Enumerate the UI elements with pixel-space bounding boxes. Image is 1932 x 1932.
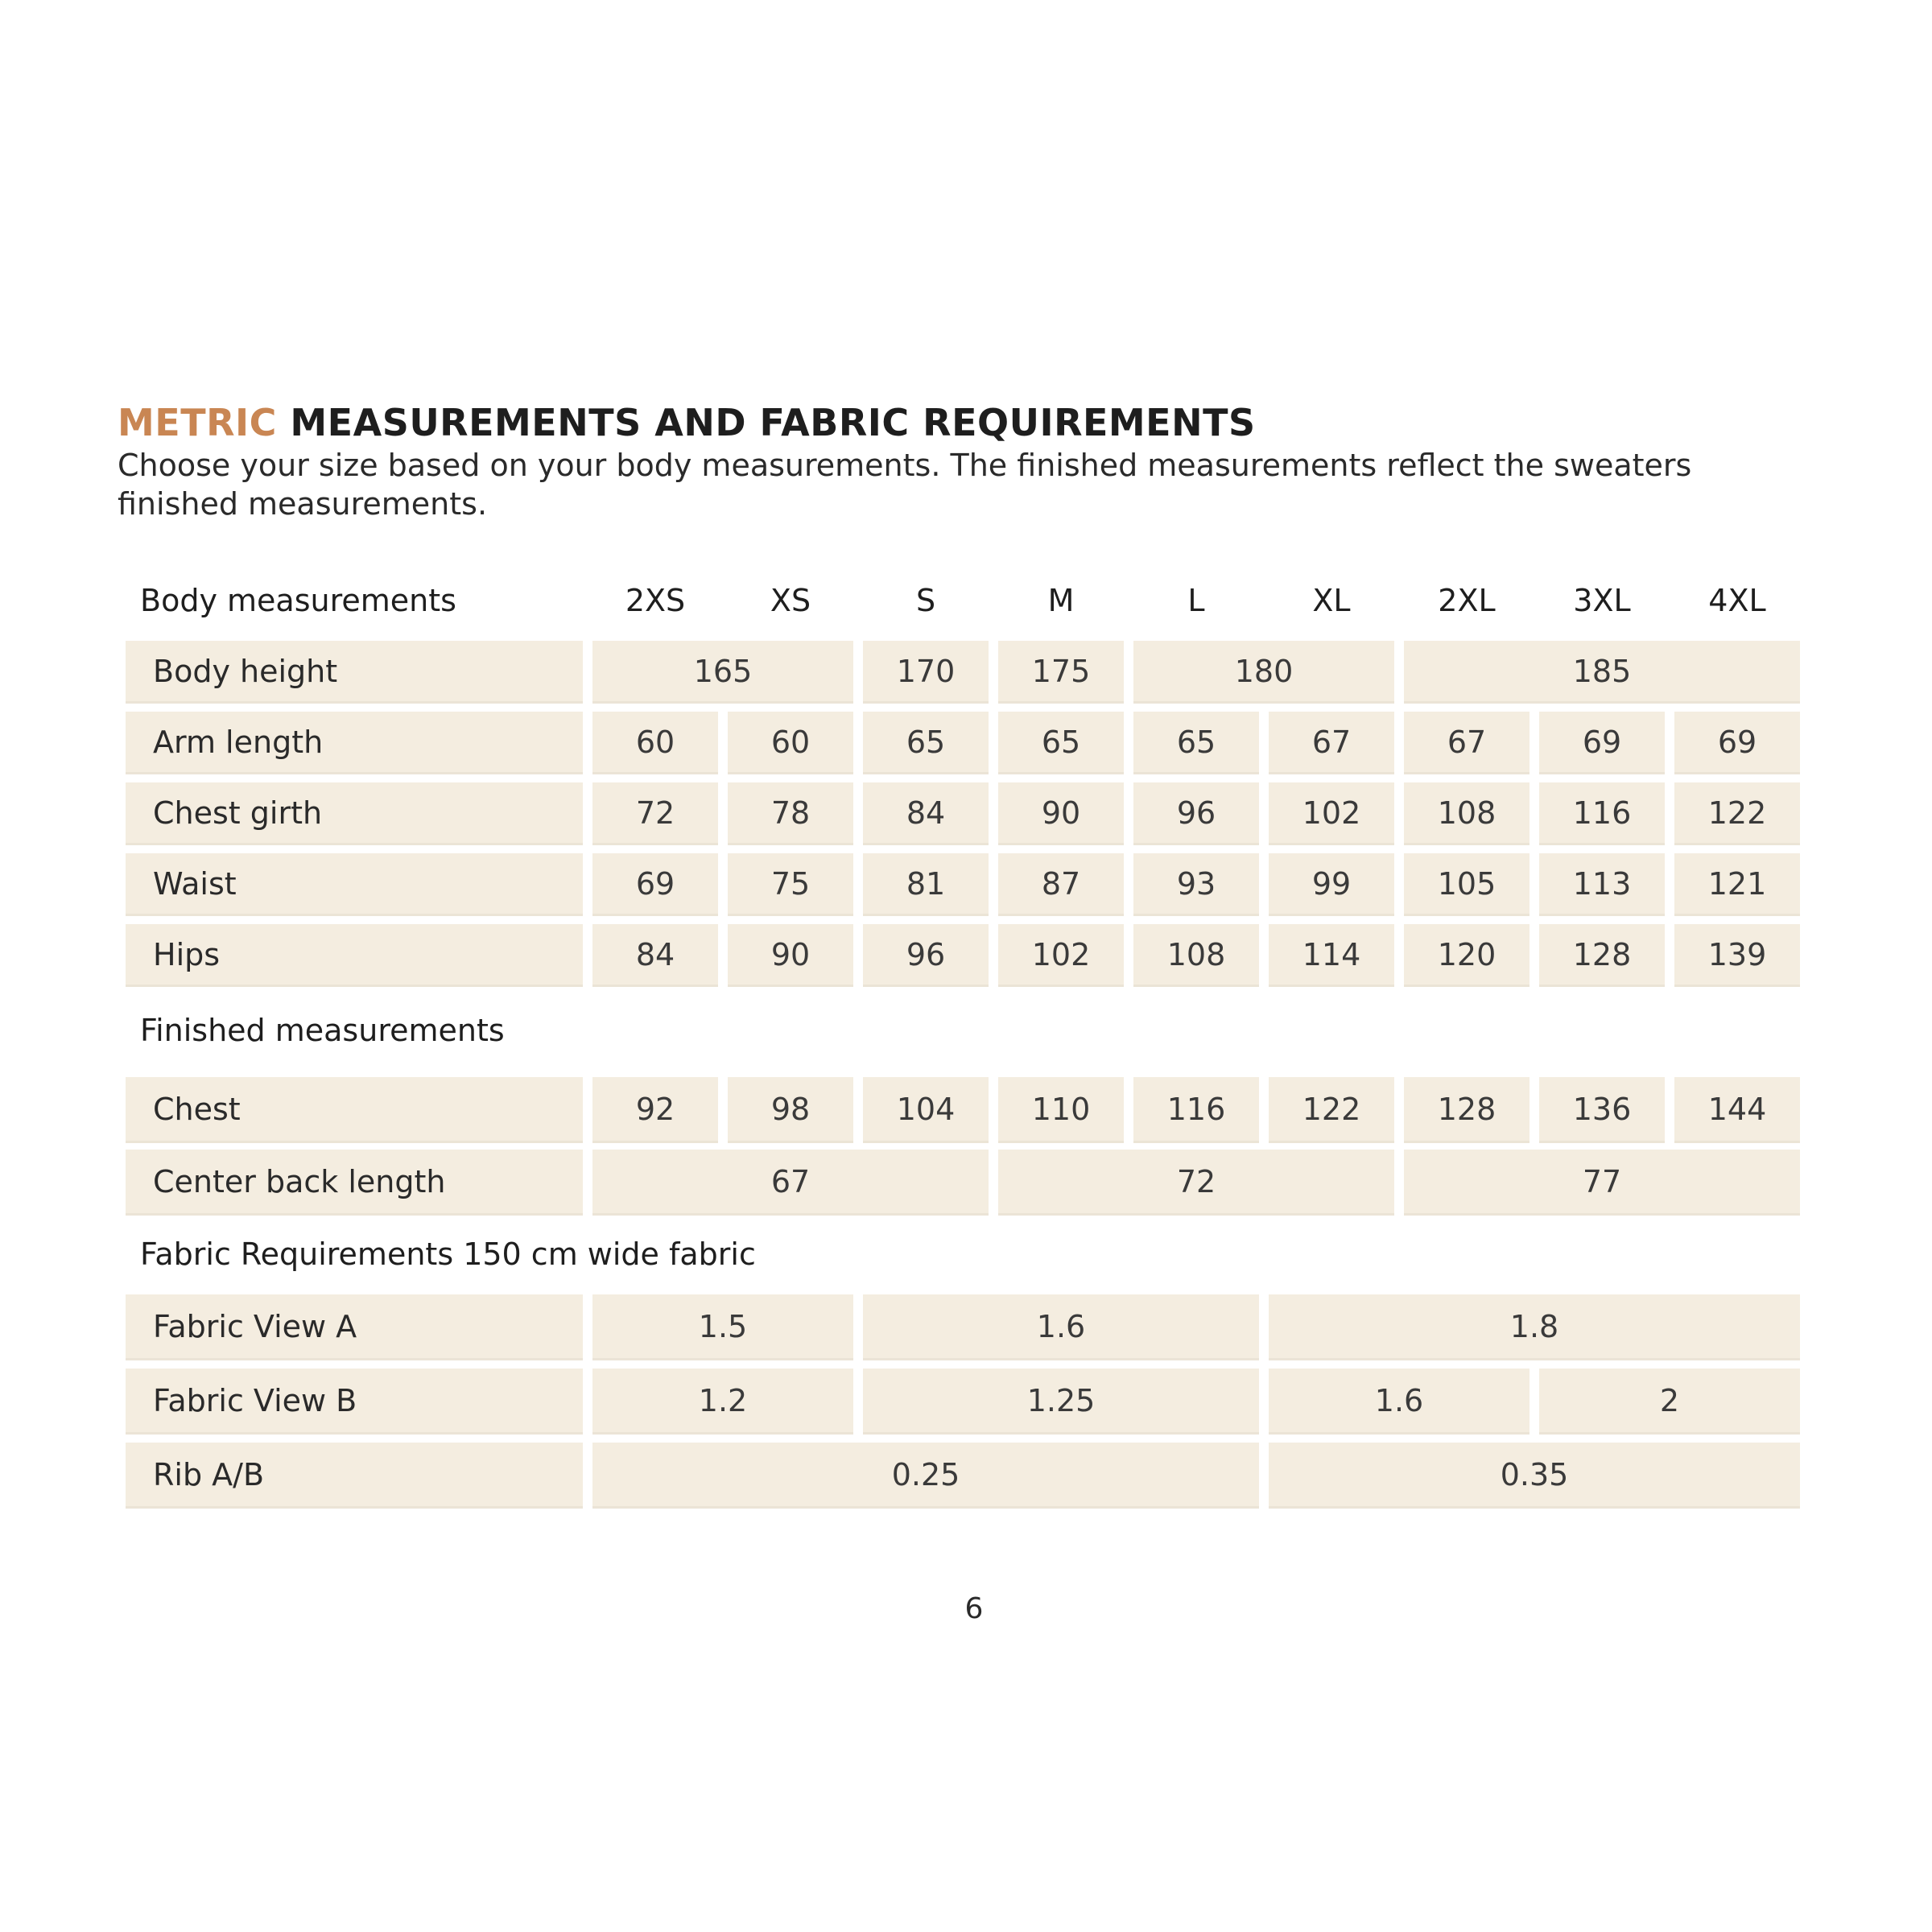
body-measurements-title: Body measurements — [140, 583, 456, 618]
chest-cell: 104 — [863, 1077, 989, 1143]
arm-length-cell: 60 — [728, 712, 853, 774]
center-back-length-cell: 72 — [998, 1150, 1394, 1216]
arm-length-cell: 60 — [592, 712, 718, 774]
arm-length-cell: 65 — [863, 712, 989, 774]
arm-length-cell: 67 — [1269, 712, 1394, 774]
row-label-rib-a-b: Rib A/B — [126, 1443, 583, 1509]
chest-cell: 136 — [1539, 1077, 1665, 1143]
size-header-s: S — [915, 583, 936, 618]
fabric-view-a-cell: 1.5 — [592, 1294, 853, 1360]
size-header-m: M — [1047, 583, 1075, 618]
hips-cell: 128 — [1539, 924, 1665, 987]
intro-paragraph: Choose your size based on your body measurements. The finished measurements reflect the sweaters finished measurements. — [118, 448, 1692, 522]
rib-a-b-cell: 0.25 — [592, 1443, 1259, 1509]
row-label-arm-length: Arm length — [126, 712, 583, 774]
hips-cell: 102 — [998, 924, 1124, 987]
row-label-waist: Waist — [126, 853, 583, 916]
arm-length-cell: 65 — [1133, 712, 1259, 774]
chest-cell: 116 — [1133, 1077, 1259, 1143]
fabric-view-b-cell: 1.2 — [592, 1368, 853, 1435]
chest-girth-cell: 72 — [592, 782, 718, 845]
title-text: MEASUREMENTS AND FABRIC REQUIREMENTS — [290, 401, 1256, 444]
row-label-body-height: Body height — [126, 641, 583, 704]
chest-girth-cell: 102 — [1269, 782, 1394, 845]
chest-girth-cell: 90 — [998, 782, 1124, 845]
chest-cell: 110 — [998, 1077, 1124, 1143]
center-back-length-cell: 67 — [592, 1150, 989, 1216]
row-label-fabric-view-a: Fabric View A — [126, 1294, 583, 1360]
fabric-view-a-cell: 1.6 — [863, 1294, 1259, 1360]
fabric-view-b-cell: 2 — [1539, 1368, 1800, 1435]
chest-cell: 128 — [1404, 1077, 1530, 1143]
size-header-xl: XL — [1312, 583, 1351, 618]
page-number: 6 — [964, 1592, 984, 1625]
chest-girth-cell: 116 — [1539, 782, 1665, 845]
size-header-2xl: 2XL — [1438, 583, 1496, 618]
body-height-cell: 185 — [1404, 641, 1800, 704]
arm-length-cell: 67 — [1404, 712, 1530, 774]
chest-girth-cell: 78 — [728, 782, 853, 845]
chest-cell: 92 — [592, 1077, 718, 1143]
finished-measurements-title: Finished measurements — [140, 1013, 505, 1048]
waist-cell: 81 — [863, 853, 989, 916]
waist-cell: 99 — [1269, 853, 1394, 916]
size-header-2xs: 2XS — [625, 583, 686, 618]
size-header-3xl: 3XL — [1573, 583, 1631, 618]
hips-cell: 108 — [1133, 924, 1259, 987]
hips-cell: 84 — [592, 924, 718, 987]
waist-cell: 113 — [1539, 853, 1665, 916]
body-height-cell: 180 — [1133, 641, 1394, 704]
chest-cell: 144 — [1674, 1077, 1800, 1143]
body-height-cell: 165 — [592, 641, 853, 704]
waist-cell: 75 — [728, 853, 853, 916]
page-title — [118, 401, 1256, 444]
arm-length-cell: 69 — [1539, 712, 1665, 774]
size-header-xs: XS — [770, 583, 811, 618]
row-label-chest-girth: Chest girth — [126, 782, 583, 845]
fabric-requirements-title: Fabric Requirements 150 cm wide fabric — [140, 1236, 756, 1272]
waist-cell: 93 — [1133, 853, 1259, 916]
chest-girth-cell: 108 — [1404, 782, 1530, 845]
waist-cell: 69 — [592, 853, 718, 916]
hips-cell: 90 — [728, 924, 853, 987]
body-height-cell: 170 — [863, 641, 989, 704]
size-header-4xl: 4XL — [1708, 583, 1766, 618]
hips-cell: 114 — [1269, 924, 1394, 987]
row-label-fabric-view-b: Fabric View B — [126, 1368, 583, 1435]
arm-length-cell: 65 — [998, 712, 1124, 774]
chest-girth-cell: 122 — [1674, 782, 1800, 845]
waist-cell: 87 — [998, 853, 1124, 916]
fabric-view-b-cell: 1.25 — [863, 1368, 1259, 1435]
arm-length-cell: 69 — [1674, 712, 1800, 774]
center-back-length-cell: 77 — [1404, 1150, 1800, 1216]
title-accent: METRIC — [118, 401, 277, 444]
hips-cell: 96 — [863, 924, 989, 987]
row-label-center-back-length: Center back length — [126, 1150, 583, 1216]
chest-girth-cell: 96 — [1133, 782, 1259, 845]
waist-cell: 105 — [1404, 853, 1530, 916]
size-header-l: L — [1187, 583, 1205, 618]
row-label-hips: Hips — [126, 924, 583, 987]
waist-cell: 121 — [1674, 853, 1800, 916]
chest-cell: 98 — [728, 1077, 853, 1143]
fabric-view-a-cell: 1.8 — [1269, 1294, 1800, 1360]
rib-a-b-cell: 0.35 — [1269, 1443, 1800, 1509]
fabric-view-b-cell: 1.6 — [1269, 1368, 1530, 1435]
hips-cell: 139 — [1674, 924, 1800, 987]
body-height-cell: 175 — [998, 641, 1124, 704]
chest-cell: 122 — [1269, 1077, 1394, 1143]
hips-cell: 120 — [1404, 924, 1530, 987]
chest-girth-cell: 84 — [863, 782, 989, 845]
row-label-chest: Chest — [126, 1077, 583, 1143]
